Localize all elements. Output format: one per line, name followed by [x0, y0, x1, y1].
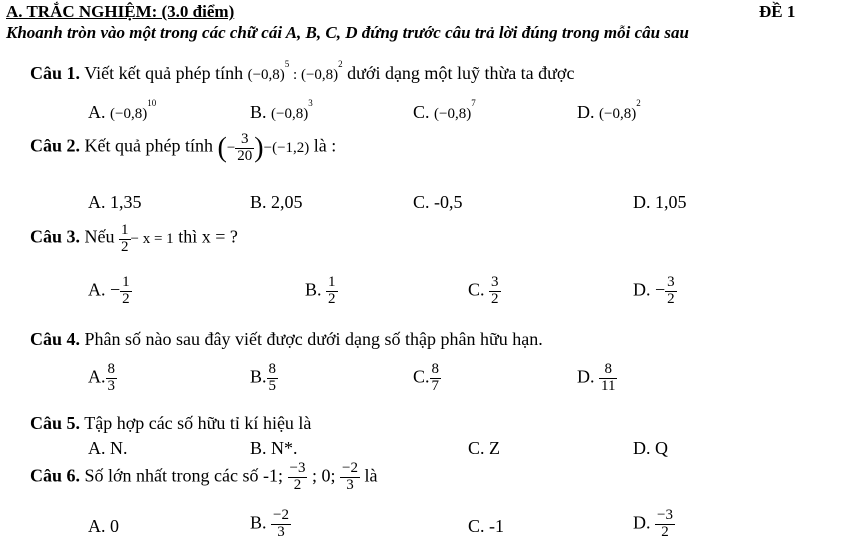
option-c[interactable]: C. $\frac{3}{2}$ — [468, 274, 499, 307]
question-text: Tập hợp các số hữu tỉ kí hiệu là — [84, 413, 312, 433]
question-4 — [30, 329, 543, 350]
question-label: Câu 5. — [30, 413, 81, 433]
question-text: Kết quả phép tính — [84, 135, 213, 156]
question-text: Nếu — [84, 226, 115, 247]
question-label: Câu 4. — [30, 329, 81, 349]
option-a[interactable]: A. 0 — [88, 516, 119, 536]
question-1 — [30, 59, 575, 84]
option-a[interactable]: A. N. — [88, 438, 128, 458]
option-b[interactable]: B. N*. — [250, 438, 298, 458]
question-label: Câu 3. — [30, 226, 81, 247]
question-text: dưới dạng một luỹ thừa ta được — [347, 63, 575, 83]
question-label: Câu 2. — [30, 135, 81, 156]
option-d[interactable]: D. − $\frac{3}{2}$ — [633, 274, 675, 307]
question-text: thì x = ? — [178, 226, 238, 247]
option-a[interactable]: A. $(-0,8)^{10}$ — [88, 98, 157, 122]
option-c[interactable]: C. $\frac{8}{7}$ — [413, 361, 440, 394]
question-label: Câu 1. — [30, 63, 81, 83]
fraction: $\frac{-3}{2}$ — [289, 460, 306, 493]
option-b[interactable]: B. $\frac{8}{5}$ — [250, 361, 277, 394]
option-a[interactable]: A. 1,35 — [88, 192, 142, 212]
option-d[interactable]: D. $\frac{8}{11}$ — [577, 361, 616, 394]
option-a[interactable]: A. − $\frac{1}{2}$ — [88, 274, 130, 307]
question-5 — [30, 413, 311, 434]
option-c[interactable]: C. Z — [468, 438, 501, 458]
option-c[interactable]: C. $(-0,8)^7$ — [413, 98, 476, 122]
section-heading: A. TRẮC NGHIỆM: (3.0 điểm) — [6, 2, 235, 21]
option-b[interactable]: B. $\frac{1}{2}$ — [305, 274, 336, 307]
question-text: là : — [313, 135, 337, 156]
option-a[interactable]: A. $\frac{8}{3}$ — [88, 361, 115, 394]
question-text: Phân số nào sau đây viết được dưới dạng số thập phân hữu hạn. — [84, 329, 543, 349]
question-6: Câu 6. Số lớn nhất trong các số -1; $\frac{-3}{2}$ ; 0; $\frac{-2}{3}$ là — [30, 460, 378, 493]
option-c[interactable]: C. -0,5 — [413, 192, 463, 212]
math-expression: $\frac{1}{2}$ − x = 1 — [121, 222, 174, 255]
question-text: Viết kết quả phép tính — [84, 63, 244, 83]
math-expression: (− $\frac{3}{20}$ )−(−1,2) — [217, 131, 310, 164]
exam-code: ĐỀ 1 — [759, 2, 796, 21]
option-d[interactable]: D. $(-0,8)^2$ — [577, 98, 641, 122]
option-b[interactable]: B. $\frac{-2}{3}$ — [250, 507, 289, 540]
question-2 — [30, 132, 336, 165]
option-b[interactable]: B. 2,05 — [250, 192, 303, 212]
question-text: là — [364, 465, 378, 486]
question-3 — [30, 223, 238, 256]
option-d[interactable]: D. 1,05 — [633, 192, 687, 212]
option-c[interactable]: C. -1 — [468, 516, 505, 536]
option-b[interactable]: B. $(-0,8)^3$ — [250, 98, 313, 122]
question-label: Câu 6. — [30, 465, 81, 486]
instruction: Khoanh tròn vào một trong các chữ cái A, B, C, D đứng trước câu trả lời đúng trong mỗi câu sau — [6, 23, 689, 42]
math-expression: $(-0,8)^5$ : $(-0,8)^2$ — [247, 59, 343, 83]
option-d[interactable]: D. $\frac{-3}{2}$ — [633, 507, 673, 540]
question-text: Số lớn nhất trong các số — [84, 465, 259, 486]
fraction: $\frac{-2}{3}$ — [342, 460, 358, 493]
option-d[interactable]: D. Q — [633, 438, 668, 458]
